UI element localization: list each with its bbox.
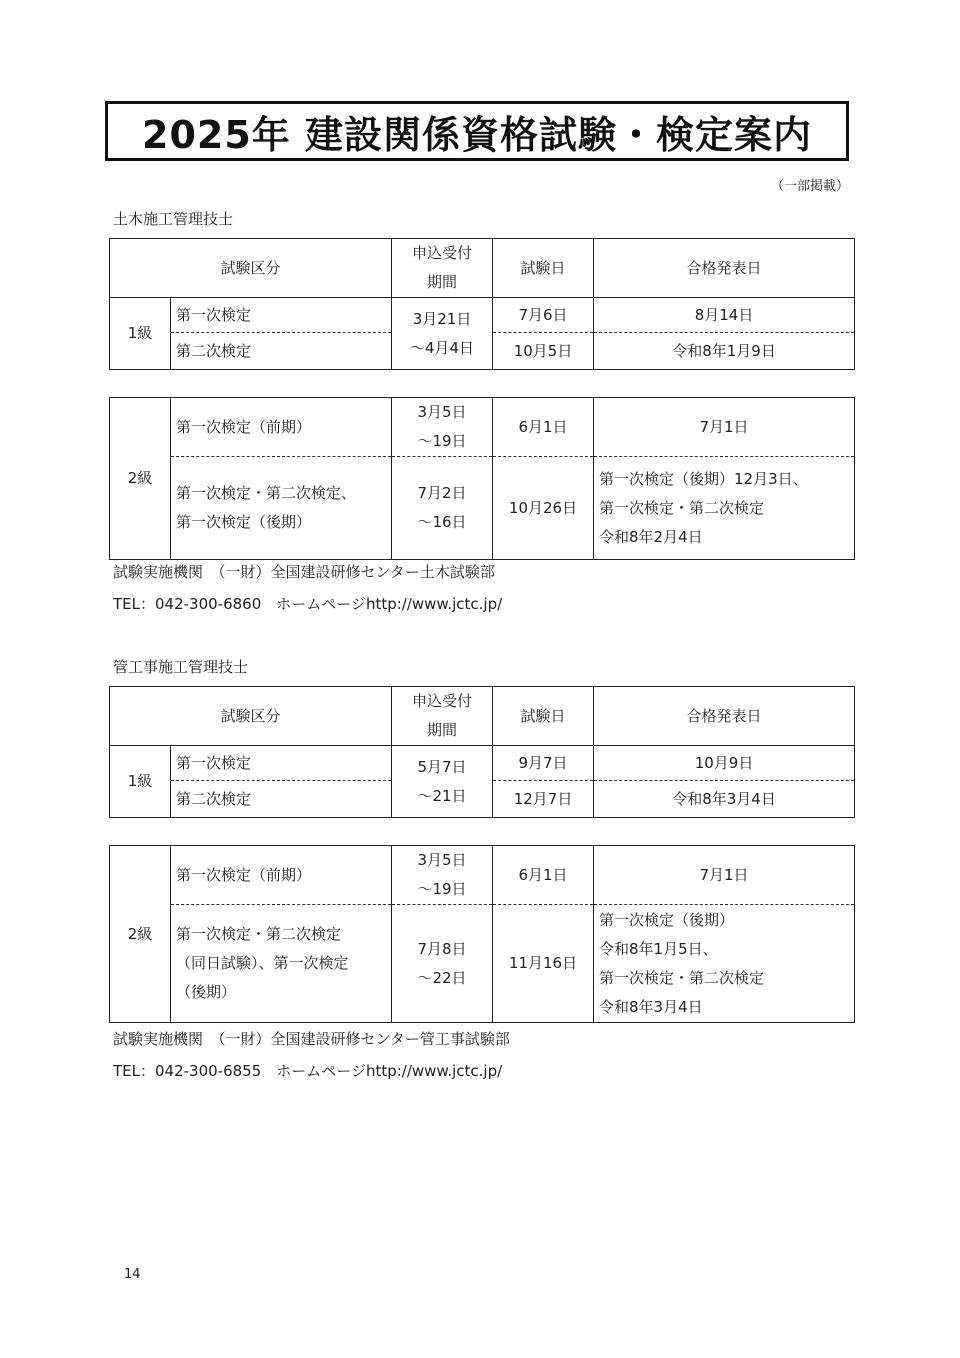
table-row: [110, 905, 855, 1023]
header-application: 申込受付 期間: [392, 687, 493, 746]
exam-date: 10月26日: [493, 457, 594, 560]
grade1-table-plumbing: [109, 686, 855, 818]
contact-info: TEL：042-300-6855 ホームページhttp://www.jctc.jp/: [113, 1062, 503, 1080]
result-date: 7月1日: [594, 398, 855, 457]
table-row: [110, 746, 855, 781]
header-category: 試験区分: [110, 687, 392, 746]
application-period: 7月2日 〜16日: [392, 457, 493, 560]
application-period: 3月5日 〜19日: [392, 398, 493, 457]
header-result-date: 合格発表日: [594, 239, 855, 298]
exam-name: 第二次検定: [171, 333, 392, 370]
exam-date: 6月1日: [493, 846, 594, 905]
exam-name: 第二次検定: [171, 781, 392, 818]
header-category: 試験区分: [110, 239, 392, 298]
exam-organization: 試験実施機関 （一財）全国建設研修センター管工事試験部: [113, 1030, 510, 1048]
exam-date: 9月7日: [493, 746, 594, 781]
result-date: 10月9日: [594, 746, 855, 781]
header-exam-date: 試験日: [493, 687, 594, 746]
grade-label: 1級: [110, 746, 171, 818]
page-number: 14: [124, 1267, 141, 1282]
header-row: [110, 687, 855, 746]
result-date: 令和8年3月4日: [594, 781, 855, 818]
header-row: [110, 239, 855, 298]
result-date: 8月14日: [594, 298, 855, 333]
application-period: 3月5日 〜19日: [392, 846, 493, 905]
application-period: 7月8日 〜22日: [392, 905, 493, 1023]
page-title: 2025年 建設関係資格試験・検定案内: [142, 112, 812, 157]
grade2-table-civil: [109, 397, 855, 560]
result-date: 第一次検定（後期） 令和8年1月5日、 第一次検定・第二次検定 令和8年3月4日: [594, 905, 855, 1023]
table-row: [110, 298, 855, 333]
table-row: [110, 457, 855, 560]
exam-date: 11月16日: [493, 905, 594, 1023]
exam-date: 10月5日: [493, 333, 594, 370]
table-row: [110, 398, 855, 457]
exam-date: 12月7日: [493, 781, 594, 818]
section-title-civil: 土木施工管理技士: [113, 210, 234, 228]
exam-date: 6月1日: [493, 398, 594, 457]
header-exam-date: 試験日: [493, 239, 594, 298]
application-period: 3月21日 〜4月4日: [392, 298, 493, 370]
contact-info: TEL：042-300-6860 ホームページhttp://www.jctc.jp/: [113, 595, 503, 613]
header-result-date: 合格発表日: [594, 687, 855, 746]
grade1-table-civil: [109, 238, 855, 370]
result-date: 7月1日: [594, 846, 855, 905]
exam-name: 第一次検定・第二次検定、 第一次検定（後期）: [171, 457, 392, 560]
grade-label: 2級: [110, 846, 171, 1023]
grade-label: 2級: [110, 398, 171, 560]
application-period: 5月7日 〜21日: [392, 746, 493, 818]
grade-label: 1級: [110, 298, 171, 370]
section-title-plumbing: 管工事施工管理技士: [113, 658, 249, 676]
exam-organization: 試験実施機関 （一財）全国建設研修センター土木試験部: [113, 563, 495, 581]
exam-name: 第一次検定: [171, 298, 392, 333]
exam-name: 第一次検定（前期）: [171, 398, 392, 457]
exam-name: 第一次検定（前期）: [171, 846, 392, 905]
exam-name: 第一次検定: [171, 746, 392, 781]
exam-name: 第一次検定・第二次検定 （同日試験）、第一次検定 （後期）: [171, 905, 392, 1023]
grade2-table-plumbing: [109, 845, 855, 1023]
title-box: [105, 101, 849, 161]
result-date: 令和8年1月9日: [594, 333, 855, 370]
header-application: 申込受付 期間: [392, 239, 493, 298]
partial-note: （一部掲載）: [770, 179, 849, 194]
exam-date: 7月6日: [493, 298, 594, 333]
result-date: 第一次検定（後期）12月3日、 第一次検定・第二次検定 令和8年2月4日: [594, 457, 855, 560]
table-row: [110, 846, 855, 905]
